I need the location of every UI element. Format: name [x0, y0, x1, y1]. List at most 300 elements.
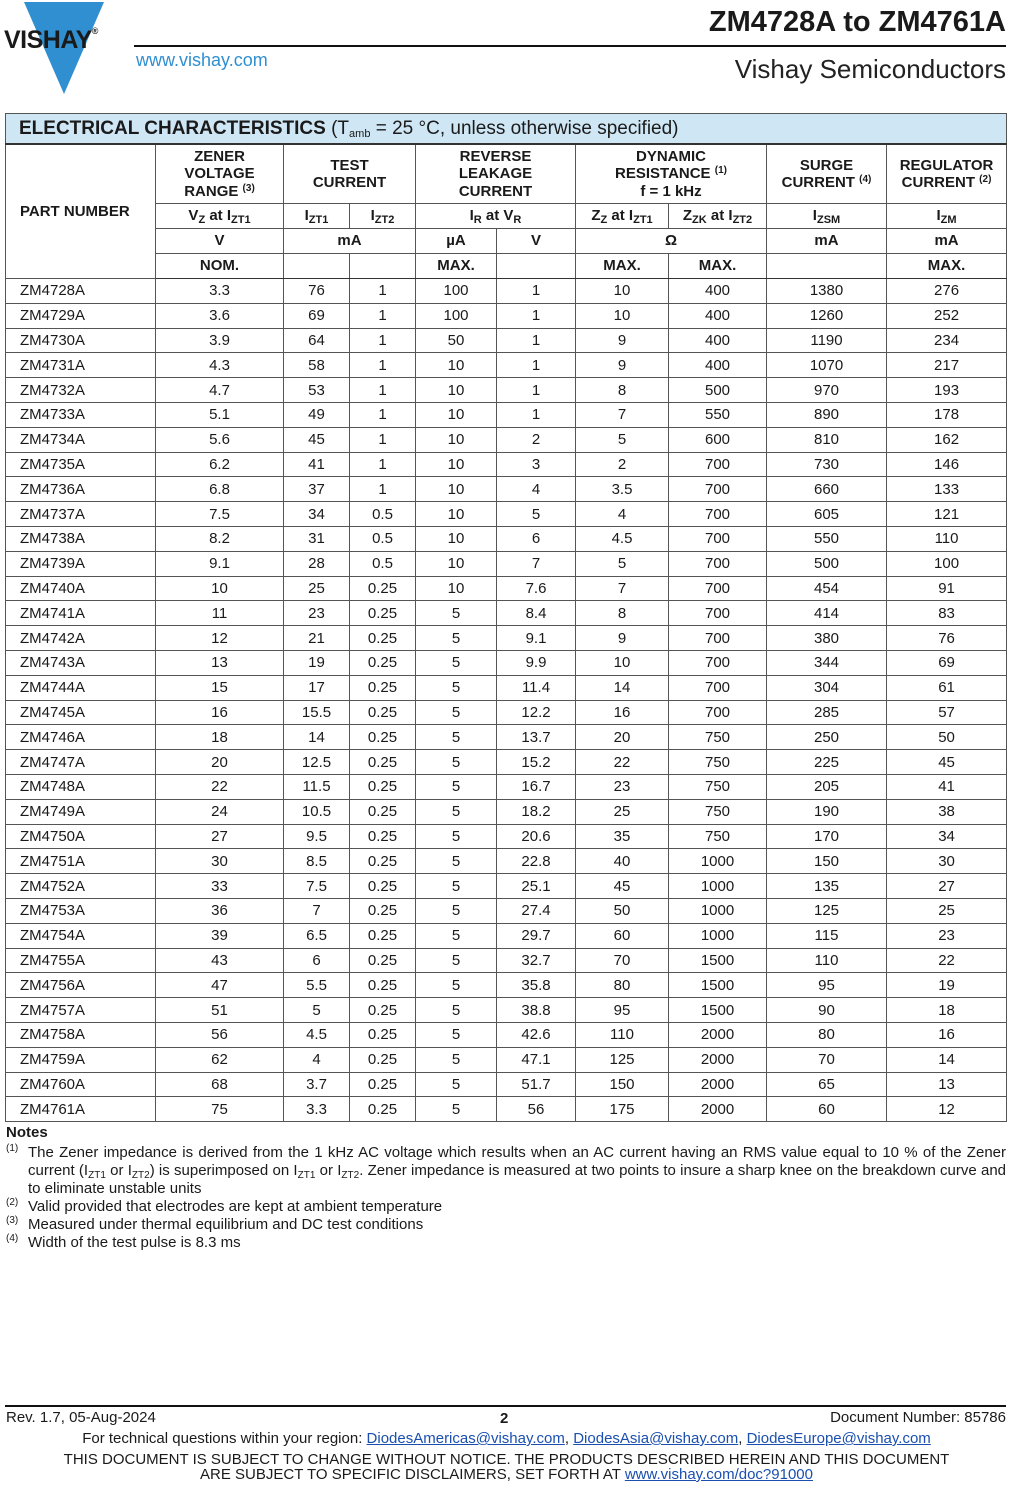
value-cell: 1500	[669, 973, 767, 998]
unit-izsm: mA	[767, 229, 887, 254]
value-cell: 41	[284, 452, 350, 477]
value-cell: 0.25	[350, 849, 416, 874]
value-cell: 730	[767, 452, 887, 477]
value-cell: 1070	[767, 353, 887, 378]
value-cell: 0.25	[350, 601, 416, 626]
unit-izm: mA	[887, 229, 1007, 254]
value-cell: 7.5	[156, 502, 284, 527]
company-name: Vishay Semiconductors	[734, 54, 1006, 84]
value-cell: 5	[416, 700, 497, 725]
value-cell: 19	[284, 650, 350, 675]
value-cell: 0.25	[350, 626, 416, 651]
table-row	[6, 353, 1007, 378]
value-cell: 3.5	[576, 477, 669, 502]
value-cell: 25.1	[497, 874, 576, 899]
value-cell: 175	[576, 1097, 669, 1122]
value-cell: 83	[887, 601, 1007, 626]
value-cell: 5	[284, 998, 350, 1023]
value-cell: 45	[887, 750, 1007, 775]
part-number-cell: ZM4735A	[6, 452, 156, 477]
value-cell: 970	[767, 378, 887, 403]
value-cell: 6.8	[156, 477, 284, 502]
value-cell: 18	[887, 998, 1007, 1023]
electrical-characteristics-table	[5, 113, 1007, 1122]
part-number-cell: ZM4740A	[6, 576, 156, 601]
page-number: 2	[500, 1410, 509, 1427]
value-cell: 178	[887, 402, 1007, 427]
table-body	[6, 279, 1007, 1122]
value-cell: 1000	[669, 874, 767, 899]
part-number-cell: ZM4757A	[6, 998, 156, 1023]
part-number-cell: ZM4758A	[6, 1022, 156, 1047]
unit-ohm: Ω	[576, 229, 767, 254]
table-row	[6, 998, 1007, 1023]
value-cell: 9	[576, 328, 669, 353]
value-cell: 276	[887, 279, 1007, 304]
part-number-cell: ZM4739A	[6, 551, 156, 576]
value-cell: 12.5	[284, 750, 350, 775]
value-cell: 3.9	[156, 328, 284, 353]
part-number-cell: ZM4756A	[6, 973, 156, 998]
value-cell: 700	[669, 675, 767, 700]
value-cell: 2000	[669, 1047, 767, 1072]
table-row	[6, 675, 1007, 700]
document-number: Document Number: 85786	[830, 1409, 1006, 1426]
value-cell: 1260	[767, 303, 887, 328]
value-cell: 9.1	[497, 626, 576, 651]
value-cell: 115	[767, 923, 887, 948]
limit-izsm	[767, 254, 887, 279]
value-cell: 500	[767, 551, 887, 576]
value-cell: 22	[887, 948, 1007, 973]
value-cell: 22	[156, 774, 284, 799]
value-cell: 6	[497, 526, 576, 551]
value-cell: 12	[887, 1097, 1007, 1122]
value-cell: 8.5	[284, 849, 350, 874]
email-americas-link[interactable]: DiodesAmericas@vishay.com	[366, 1430, 565, 1447]
limit-vr	[497, 254, 576, 279]
value-cell: 10	[416, 427, 497, 452]
value-cell: 22.8	[497, 849, 576, 874]
table-row	[6, 502, 1007, 527]
limit-ir: MAX.	[416, 254, 497, 279]
value-cell: 1	[350, 378, 416, 403]
value-cell: 380	[767, 626, 887, 651]
value-cell: 10	[416, 353, 497, 378]
disclaimer-link[interactable]: www.vishay.com/doc?91000	[624, 1466, 813, 1483]
value-cell: 5	[416, 725, 497, 750]
value-cell: 10	[576, 303, 669, 328]
value-cell: 700	[669, 650, 767, 675]
value-cell: 1500	[669, 998, 767, 1023]
value-cell: 2000	[669, 1072, 767, 1097]
part-number-cell: ZM4759A	[6, 1047, 156, 1072]
value-cell: 10	[416, 378, 497, 403]
value-cell: 0.25	[350, 750, 416, 775]
part-number-cell: ZM4736A	[6, 477, 156, 502]
table-row	[6, 799, 1007, 824]
header-rule	[134, 45, 1006, 47]
value-cell: 193	[887, 378, 1007, 403]
value-cell: 1	[350, 452, 416, 477]
value-cell: 2000	[669, 1022, 767, 1047]
part-number-cell: ZM4750A	[6, 824, 156, 849]
table-row	[6, 303, 1007, 328]
value-cell: 2	[497, 427, 576, 452]
value-cell: 9.5	[284, 824, 350, 849]
value-cell: 10	[416, 402, 497, 427]
part-number-cell: ZM4752A	[6, 874, 156, 899]
value-cell: 750	[669, 725, 767, 750]
value-cell: 57	[887, 700, 1007, 725]
value-cell: 5	[416, 601, 497, 626]
table-row	[6, 477, 1007, 502]
value-cell: 16	[576, 700, 669, 725]
value-cell: 5.5	[284, 973, 350, 998]
value-cell: 5	[416, 1097, 497, 1122]
value-cell: 3	[497, 452, 576, 477]
table-row	[6, 279, 1007, 304]
value-cell: 5	[416, 923, 497, 948]
table-title: ELECTRICAL CHARACTERISTICS ($T_{amb} = 25$ °C, unless otherwise specified)	[6, 114, 1007, 145]
value-cell: 5	[416, 1022, 497, 1047]
part-number-cell: ZM4734A	[6, 427, 156, 452]
value-cell: 0.25	[350, 874, 416, 899]
value-cell: 4.7	[156, 378, 284, 403]
value-cell: 5	[416, 774, 497, 799]
value-cell: 1	[350, 328, 416, 353]
document-title: ZM4728A to ZM4761A	[708, 6, 1006, 38]
value-cell: 5	[416, 898, 497, 923]
table-row	[6, 1072, 1007, 1097]
symbol-vz: $V_Z$ at $I_{ZT1}$	[156, 204, 284, 229]
value-cell: 5	[416, 948, 497, 973]
value-cell: 162	[887, 427, 1007, 452]
header-surge-current: SURGE CURRENT $^{(4)}$	[767, 144, 887, 204]
value-cell: 34	[887, 824, 1007, 849]
value-cell: 1	[497, 279, 576, 304]
value-cell: 304	[767, 675, 887, 700]
value-cell: 234	[887, 328, 1007, 353]
value-cell: 37	[284, 477, 350, 502]
value-cell: 8.2	[156, 526, 284, 551]
value-cell: 344	[767, 650, 887, 675]
value-cell: 64	[284, 328, 350, 353]
value-cell: 41	[887, 774, 1007, 799]
value-cell: 58	[284, 353, 350, 378]
value-cell: 700	[669, 601, 767, 626]
value-cell: 4.5	[284, 1022, 350, 1047]
limit-vz: NOM.	[156, 254, 284, 279]
value-cell: 27	[156, 824, 284, 849]
value-cell: 10	[416, 452, 497, 477]
note-4: (4) Width of the test pulse is 8.3 ms	[6, 1233, 241, 1251]
value-cell: 18.2	[497, 799, 576, 824]
value-cell: 550	[669, 402, 767, 427]
value-cell: 45	[576, 874, 669, 899]
value-cell: 33	[156, 874, 284, 899]
value-cell: 0.25	[350, 824, 416, 849]
value-cell: 1000	[669, 898, 767, 923]
table-row	[6, 849, 1007, 874]
website-link[interactable]: www.vishay.com	[136, 50, 268, 70]
value-cell: 0.25	[350, 725, 416, 750]
value-cell: 27.4	[497, 898, 576, 923]
value-cell: 5	[416, 675, 497, 700]
limit-izm: MAX.	[887, 254, 1007, 279]
part-number-cell: ZM4738A	[6, 526, 156, 551]
value-cell: 50	[416, 328, 497, 353]
value-cell: 1	[350, 303, 416, 328]
value-cell: 170	[767, 824, 887, 849]
value-cell: 1500	[669, 948, 767, 973]
value-cell: 1	[497, 402, 576, 427]
value-cell: 4.3	[156, 353, 284, 378]
value-cell: 30	[156, 849, 284, 874]
value-cell: 2000	[669, 1097, 767, 1122]
value-cell: 29.7	[497, 923, 576, 948]
value-cell: 15	[156, 675, 284, 700]
value-cell: 25	[284, 576, 350, 601]
part-number-cell: ZM4729A	[6, 303, 156, 328]
note-3: (3) Measured under thermal equilibrium and DC test conditions	[6, 1215, 424, 1233]
table-row	[6, 923, 1007, 948]
part-number-cell: ZM4754A	[6, 923, 156, 948]
value-cell: 700	[669, 502, 767, 527]
value-cell: 252	[887, 303, 1007, 328]
value-cell: 24	[156, 799, 284, 824]
symbol-izm: $I_{ZM}$	[887, 204, 1007, 229]
value-cell: 16	[156, 700, 284, 725]
value-cell: 454	[767, 576, 887, 601]
header-dynamic-resistance: DYNAMIC RESISTANCE $^{(1)}$ f = 1 kHz	[576, 144, 767, 204]
value-cell: 5	[416, 750, 497, 775]
value-cell: 3.6	[156, 303, 284, 328]
value-cell: 11	[156, 601, 284, 626]
value-cell: 38.8	[497, 998, 576, 1023]
value-cell: 10	[576, 279, 669, 304]
email-asia-link[interactable]: DiodesAsia@vishay.com	[573, 1430, 739, 1447]
value-cell: 35.8	[497, 973, 576, 998]
value-cell: 1	[350, 279, 416, 304]
value-cell: 5	[416, 626, 497, 651]
part-number-cell: ZM4728A	[6, 279, 156, 304]
symbol-ir: $I_R$ at $V_R$	[416, 204, 576, 229]
value-cell: 400	[669, 303, 767, 328]
unit-izt: mA	[284, 229, 416, 254]
value-cell: 5	[416, 1072, 497, 1097]
value-cell: 133	[887, 477, 1007, 502]
table-row	[6, 452, 1007, 477]
value-cell: 34	[284, 502, 350, 527]
value-cell: 100	[887, 551, 1007, 576]
value-cell: 70	[576, 948, 669, 973]
part-number-cell: ZM4745A	[6, 700, 156, 725]
value-cell: 0.5	[350, 502, 416, 527]
technical-contact-line: For technical questions within your region: DiodesAmericas@vishay.com, DiodesAsia@vishay.com, DiodesEurope@vishay.com	[82, 1430, 931, 1447]
table-row	[6, 328, 1007, 353]
symbol-zzk: $Z_{ZK}$ at $I_{ZT2}$	[669, 204, 767, 229]
value-cell: 10	[416, 502, 497, 527]
value-cell: 38	[887, 799, 1007, 824]
part-number-cell: ZM4743A	[6, 650, 156, 675]
value-cell: 810	[767, 427, 887, 452]
value-cell: 125	[767, 898, 887, 923]
header-regulator-current: REGULATOR CURRENT $^{(2)}$	[887, 144, 1007, 204]
table-row	[6, 973, 1007, 998]
value-cell: 0.25	[350, 650, 416, 675]
value-cell: 20.6	[497, 824, 576, 849]
notes-section	[6, 1124, 1006, 1252]
limit-izt2	[350, 254, 416, 279]
symbol-izt1: $I_{ZT1}$	[284, 204, 350, 229]
value-cell: 9.9	[497, 650, 576, 675]
value-cell: 5	[576, 551, 669, 576]
vishay-logo	[4, 2, 122, 94]
value-cell: 15.5	[284, 700, 350, 725]
value-cell: 76	[284, 279, 350, 304]
value-cell: 0.25	[350, 1022, 416, 1047]
value-cell: 10	[416, 576, 497, 601]
value-cell: 30	[887, 849, 1007, 874]
value-cell: 12.2	[497, 700, 576, 725]
value-cell: 1	[497, 378, 576, 403]
value-cell: 19	[887, 973, 1007, 998]
table-row	[6, 898, 1007, 923]
email-europe-link[interactable]: DiodesEurope@vishay.com	[746, 1430, 931, 1447]
value-cell: 28	[284, 551, 350, 576]
value-cell: 17	[284, 675, 350, 700]
value-cell: 0.25	[350, 1072, 416, 1097]
value-cell: 39	[156, 923, 284, 948]
value-cell: 14	[284, 725, 350, 750]
value-cell: 42.6	[497, 1022, 576, 1047]
value-cell: 5	[497, 502, 576, 527]
value-cell: 1380	[767, 279, 887, 304]
value-cell: 21	[284, 626, 350, 651]
value-cell: 4	[576, 502, 669, 527]
table-row	[6, 1022, 1007, 1047]
value-cell: 36	[156, 898, 284, 923]
revision: Rev. 1.7, 05-Aug-2024	[6, 1409, 156, 1426]
value-cell: 4	[497, 477, 576, 502]
value-cell: 8	[576, 601, 669, 626]
value-cell: 13	[887, 1072, 1007, 1097]
value-cell: 62	[156, 1047, 284, 1072]
value-cell: 80	[767, 1022, 887, 1047]
unit-ir: µA	[416, 229, 497, 254]
value-cell: 56	[497, 1097, 576, 1122]
value-cell: 110	[576, 1022, 669, 1047]
value-cell: 0.25	[350, 799, 416, 824]
value-cell: 1	[497, 303, 576, 328]
value-cell: 43	[156, 948, 284, 973]
value-cell: 68	[156, 1072, 284, 1097]
table-row	[6, 700, 1007, 725]
part-number-cell: ZM4746A	[6, 725, 156, 750]
value-cell: 500	[669, 378, 767, 403]
value-cell: 7	[497, 551, 576, 576]
table-row	[6, 378, 1007, 403]
value-cell: 7.5	[284, 874, 350, 899]
value-cell: 53	[284, 378, 350, 403]
value-cell: 1	[350, 353, 416, 378]
value-cell: 14	[887, 1047, 1007, 1072]
value-cell: 150	[576, 1072, 669, 1097]
value-cell: 7	[576, 402, 669, 427]
value-cell: 125	[576, 1047, 669, 1072]
value-cell: 5	[416, 799, 497, 824]
header-part-number: PART NUMBER	[6, 144, 156, 279]
value-cell: 700	[669, 700, 767, 725]
value-cell: 700	[669, 576, 767, 601]
unit-vz: V	[156, 229, 284, 254]
value-cell: 10	[416, 551, 497, 576]
limit-zz: MAX.	[576, 254, 669, 279]
value-cell: 5	[576, 427, 669, 452]
value-cell: 7	[284, 898, 350, 923]
value-cell: 7.6	[497, 576, 576, 601]
value-cell: 8.4	[497, 601, 576, 626]
value-cell: 70	[767, 1047, 887, 1072]
value-cell: 14	[576, 675, 669, 700]
value-cell: 10	[416, 477, 497, 502]
value-cell: 1	[497, 353, 576, 378]
value-cell: 50	[576, 898, 669, 923]
value-cell: 700	[669, 526, 767, 551]
table-row	[6, 526, 1007, 551]
value-cell: 69	[887, 650, 1007, 675]
notes-heading: Notes	[6, 1124, 48, 1141]
table-row	[6, 427, 1007, 452]
value-cell: 60	[767, 1097, 887, 1122]
value-cell: 10	[156, 576, 284, 601]
value-cell: 0.25	[350, 898, 416, 923]
part-number-cell: ZM4760A	[6, 1072, 156, 1097]
value-cell: 31	[284, 526, 350, 551]
value-cell: 7	[576, 576, 669, 601]
value-cell: 5	[416, 998, 497, 1023]
part-number-cell: ZM4753A	[6, 898, 156, 923]
value-cell: 6.2	[156, 452, 284, 477]
value-cell: 0.25	[350, 1047, 416, 1072]
table-row	[6, 601, 1007, 626]
table-row	[6, 725, 1007, 750]
value-cell: 11.5	[284, 774, 350, 799]
table-row	[6, 650, 1007, 675]
value-cell: 90	[767, 998, 887, 1023]
value-cell: 0.25	[350, 774, 416, 799]
part-number-cell: ZM4742A	[6, 626, 156, 651]
table-row	[6, 551, 1007, 576]
table-row	[6, 402, 1007, 427]
value-cell: 40	[576, 849, 669, 874]
value-cell: 110	[767, 948, 887, 973]
value-cell: 100	[416, 303, 497, 328]
value-cell: 1	[350, 427, 416, 452]
value-cell: 205	[767, 774, 887, 799]
value-cell: 56	[156, 1022, 284, 1047]
value-cell: 700	[669, 626, 767, 651]
value-cell: 750	[669, 774, 767, 799]
value-cell: 91	[887, 576, 1007, 601]
value-cell: 35	[576, 824, 669, 849]
limit-izt1	[284, 254, 350, 279]
value-cell: 20	[576, 725, 669, 750]
value-cell: 605	[767, 502, 887, 527]
value-cell: 51	[156, 998, 284, 1023]
part-number-cell: ZM4748A	[6, 774, 156, 799]
